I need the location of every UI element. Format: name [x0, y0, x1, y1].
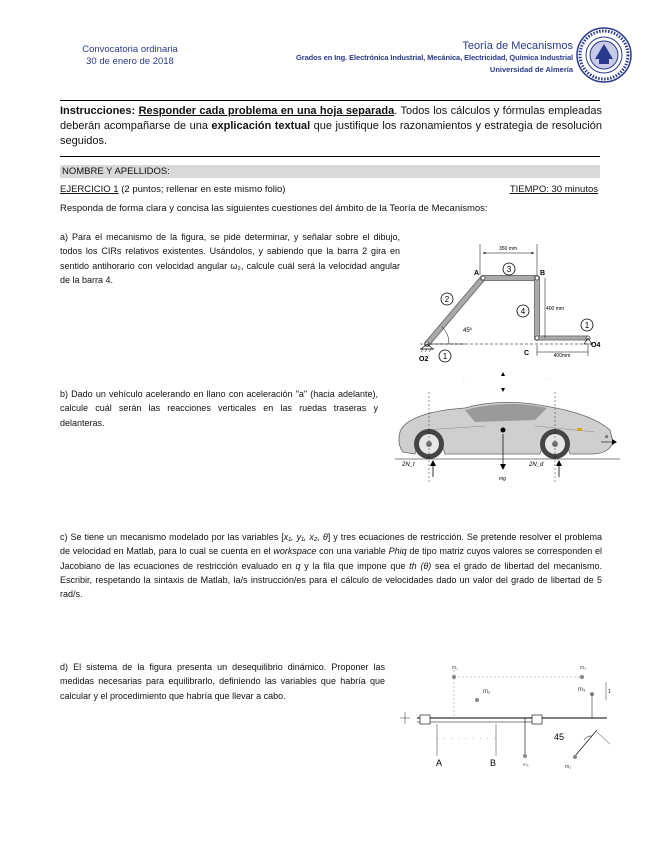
label-c: C	[524, 350, 530, 357]
label-b: B	[540, 270, 546, 277]
exercise-intro: Responda de forma clara y concisa las siguientes cuestiones del ámbito de la Teoría de Mecanismos:	[60, 203, 488, 214]
accel-label: a	[605, 434, 608, 440]
angle-45: 45	[554, 732, 565, 742]
instructions-text2: que justifique los razonamientos y estrategia de resolución seguidos.	[60, 120, 602, 147]
mass-m2-lower: m₂	[565, 764, 572, 770]
svg-text:· ·: · ·	[463, 376, 467, 381]
bearing-b	[532, 715, 542, 724]
figure-d-rotor	[392, 660, 627, 775]
label-b: B	[490, 758, 497, 768]
qc-q: q	[295, 560, 301, 571]
mid-rule	[60, 156, 600, 157]
bearing-a	[420, 715, 430, 724]
qc-vars: x₁, y₁, x₂, θ	[283, 532, 328, 542]
instructions-text1: . Todos los cálculos y fórmulas empleadas deberán acompañarse de una	[60, 105, 603, 132]
header-left	[55, 44, 205, 68]
question-c	[60, 530, 602, 601]
instructions-emph: Responder cada problema en una hoja separada	[138, 105, 395, 117]
exam-date: 30 de enero de 2018	[86, 56, 174, 67]
num-4: 4	[520, 307, 526, 316]
university: Universidad de Almería	[489, 65, 573, 74]
convocatoria: Convocatoria ordinaria	[82, 44, 178, 55]
svg-text:· ·: · ·	[545, 376, 549, 381]
num-1-left: 1	[442, 352, 448, 361]
course-title: Teoría de Mecanismos	[462, 40, 573, 52]
num-1-right: 1	[584, 321, 590, 330]
label-o4: O4	[591, 342, 601, 349]
question-a: a) Para el mecanismo de la figura, se pide determinar, y señalar sobre el dibujo, todos los CIRs relativos existentes. Usándolos, y sabiendo que la barra 2 gira en sentido antihorario con velocidad angular ω₂, calcule cuál será la velocidad angular de la barra 4.	[60, 232, 400, 285]
mass-m4: m₄	[523, 762, 529, 767]
qc-text4: de tipo matriz cuyos valores se corresponden el Jacobiano de las ecuaciones de restricción evaluado en	[60, 546, 603, 571]
qc-text1: c) Se tiene un mecanismo modelado por las variables [	[60, 532, 284, 542]
qc-text6: sea el grado de libertad del mecanismo. Escribir, respetando la sintaxis de Matlab, la/s instrucción/es para el cálculo de velocidades dado un valor del grado de libertad de 5 rad/s.	[60, 560, 602, 600]
qc-theta: th (θ)	[409, 560, 432, 571]
qc-text3: con una variable	[316, 546, 389, 557]
mass-m3: m₃	[578, 687, 586, 693]
dim-right: 400 mm	[546, 306, 565, 312]
label-o2: O2	[419, 356, 429, 363]
question-d: d) El sistema de la figura presenta un desequilibrio dinámico. Proponer las medidas necesarias para equilibrarlo, definiendo las variables que habría que calcular y el procedimiento que habría que llevar a cabo.	[60, 662, 385, 701]
header-right	[296, 40, 573, 76]
num-2: 2	[444, 295, 450, 304]
qc-phiq: Phiq	[388, 546, 407, 557]
question-b: b) Dado un vehículo acelerando en llano con aceleración "a" (hacia adelante), calcule cuál serán las reacciones verticales en las ruedas traseras y delanteras.	[60, 389, 378, 428]
degrees: Grados en Ing. Electrónica Industrial, Mecánica, Electricidad, Química Industrial	[296, 53, 573, 62]
qc-text5: y la fila que impone que	[300, 560, 410, 571]
mass-m1: m₁	[452, 665, 458, 671]
label-a: A	[436, 758, 443, 768]
dim-top: 350 mm	[498, 246, 518, 252]
exercise-points: (2 puntos; rellenar en este mismo folio)	[118, 184, 286, 195]
label-a: A	[474, 270, 480, 277]
name-field[interactable]	[60, 165, 600, 178]
figure-b-car	[395, 372, 620, 490]
exercise-title: EJERCICIO 1	[60, 184, 119, 195]
instructions	[60, 104, 602, 149]
qc-text2: ] y tres ecuaciones de restricción. Se pretende resolver el problema de velocidad en Matlab, para lo cual se cuenta en el	[60, 532, 602, 557]
top-rule	[60, 100, 600, 101]
rear-reaction-label: 2N_t	[402, 462, 415, 468]
exercise-heading	[60, 184, 285, 195]
exercise-time: TIEMPO: 30 minutos	[509, 184, 598, 195]
instructions-bold: explicación textual	[211, 120, 311, 132]
mass-m3-top: m₃	[580, 665, 587, 671]
qc-workspace: workspace	[273, 546, 317, 557]
figure-a-mechanism	[405, 240, 605, 365]
instructions-label: Instrucciones:	[60, 105, 136, 117]
university-seal-icon	[575, 26, 633, 84]
svg-text:· · · · · · · · ·: · · · · · · · · ·	[437, 736, 498, 742]
mass-m2: m₂	[483, 689, 491, 695]
num-3: 3	[506, 265, 512, 274]
dist-one: 1	[608, 689, 611, 695]
front-reaction-label: 2N_d	[529, 462, 544, 468]
angle-label: 45º	[463, 328, 472, 334]
name-label: NOMBRE Y APELLIDOS:	[62, 166, 170, 177]
weight-label: mg	[499, 476, 506, 482]
dim-bottom: 400mm	[553, 353, 571, 359]
